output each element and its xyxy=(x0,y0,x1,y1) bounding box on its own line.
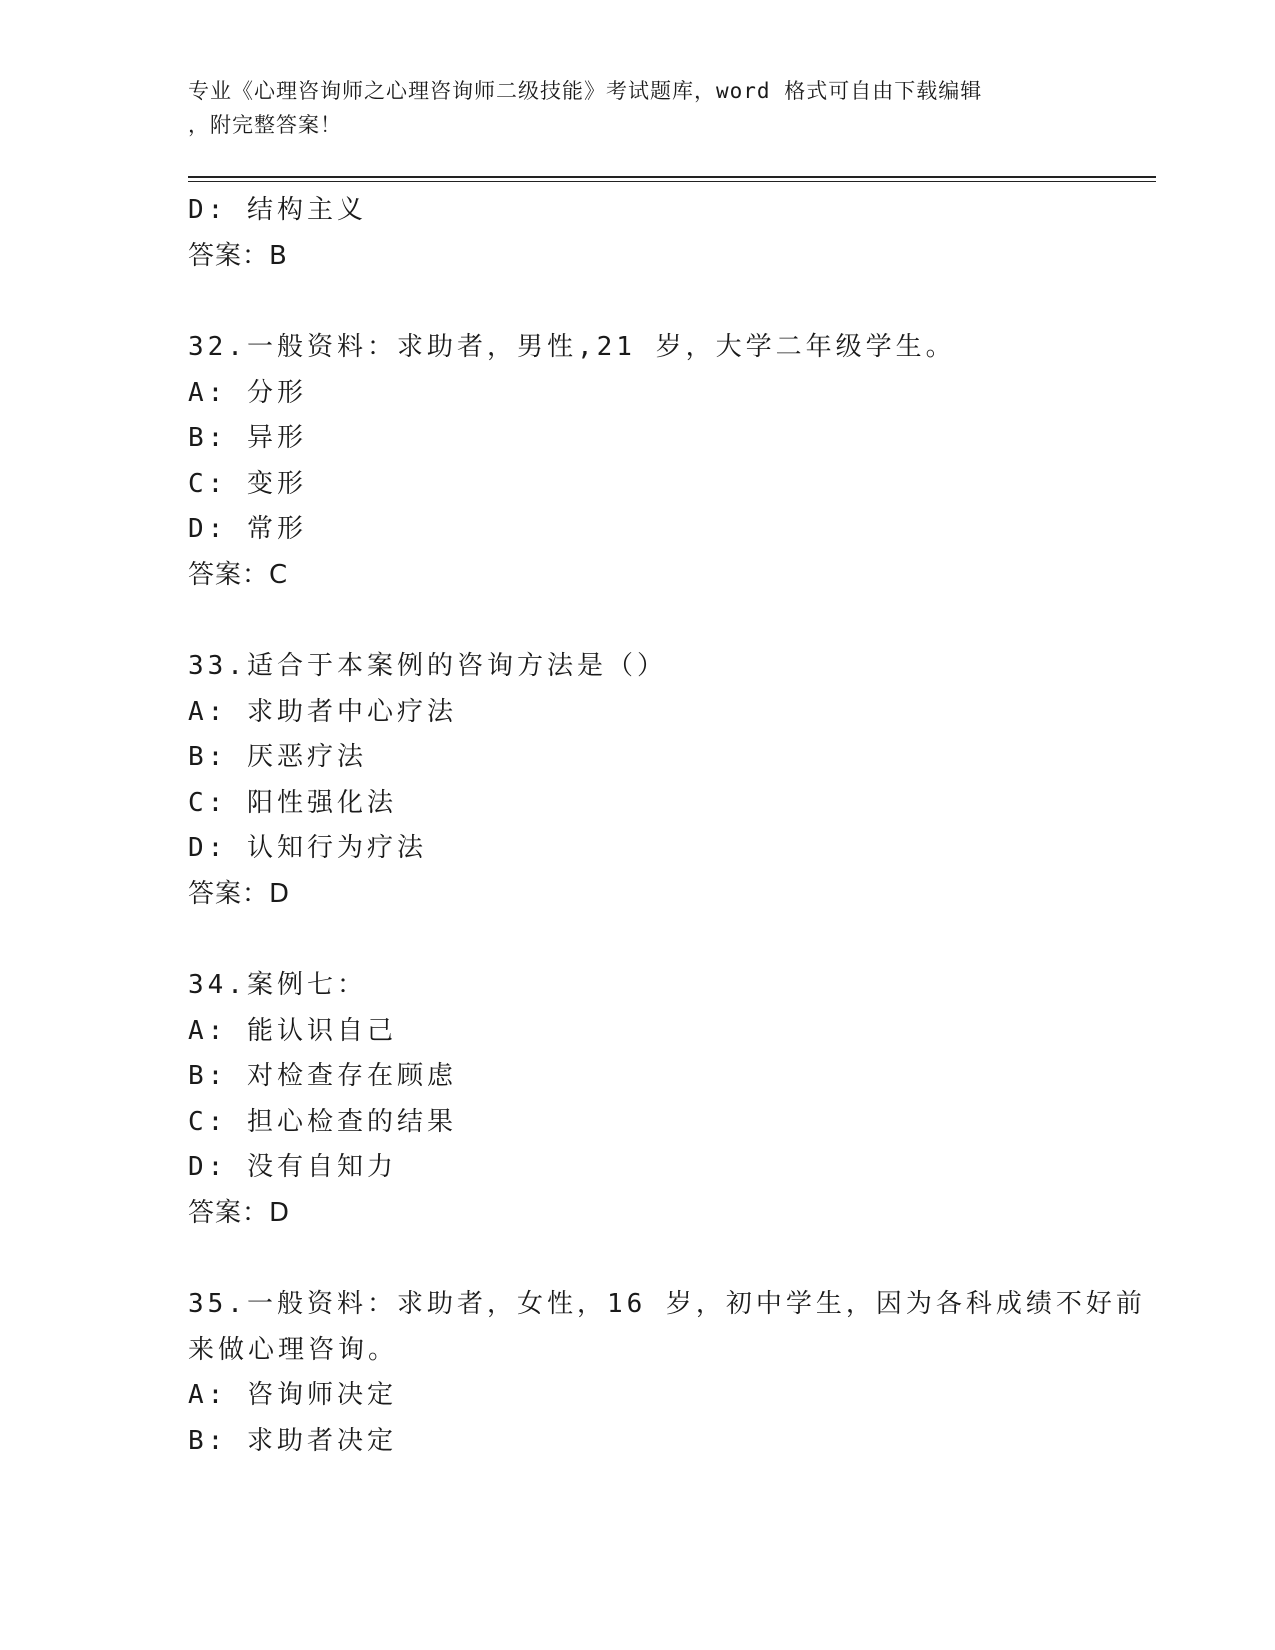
spacer xyxy=(188,279,1088,325)
document-header xyxy=(188,74,1068,142)
option-d: D: 常形 xyxy=(188,514,307,544)
option-b: B: 对检查存在顾虑 xyxy=(188,1061,457,1091)
header-divider-thin xyxy=(188,181,1156,182)
option-a: A: 求助者中心疗法 xyxy=(188,696,457,727)
question-block-35 xyxy=(188,1282,1146,1464)
question-stem: 33.适合于本案例的咨询方法是（） xyxy=(188,651,667,681)
option-d: D: 结构主义 xyxy=(188,195,367,225)
question-stem: 32.一般资料：求助者，男性,21 岁，大学二年级学生。 xyxy=(188,332,956,362)
option-b: B: 厌恶疗法 xyxy=(188,742,367,772)
option-b: B: 异形 xyxy=(188,423,307,453)
header-title-line-2: ，附完整答案！ xyxy=(188,113,342,137)
option-c: C: 担心检查的结果 xyxy=(188,1106,457,1137)
option-a: A: 能认识自己 xyxy=(188,1015,397,1046)
question-block-31 xyxy=(188,188,1088,279)
question-list xyxy=(188,188,1146,1464)
answer-line: 答案：C xyxy=(188,559,289,590)
header-title-line-1: 专业《心理咨询师之心理咨询师二级技能》考试题库，word 格式可自由下载编辑 xyxy=(188,79,983,103)
question-block-33 xyxy=(188,644,1088,917)
question-block-34 xyxy=(188,963,1088,1236)
option-d: D: 认知行为疗法 xyxy=(188,833,427,863)
option-a: A: 分形 xyxy=(188,377,307,408)
answer-line: 答案：D xyxy=(188,878,291,909)
question-block-32 xyxy=(188,325,1088,598)
question-stem-continued: 来做心理咨询。 xyxy=(188,1334,399,1365)
spacer xyxy=(188,598,1088,644)
answer-line: 答案：B xyxy=(188,240,288,271)
question-stem: 34.案例七： xyxy=(188,970,367,1000)
spacer xyxy=(188,917,1088,963)
option-a: A: 咨询师决定 xyxy=(188,1380,397,1410)
question-stem: 35.一般资料：求助者，女性，16 岁，初中学生，因为各科成绩不好前 xyxy=(188,1289,1146,1319)
answer-line: 答案：D xyxy=(188,1197,291,1228)
option-b: B: 求助者决定 xyxy=(188,1425,397,1456)
option-d: D: 没有自知力 xyxy=(188,1152,397,1182)
option-c: C: 阳性强化法 xyxy=(188,787,397,818)
spacer xyxy=(188,1236,1088,1282)
option-c: C: 变形 xyxy=(188,468,307,499)
header-divider-thick xyxy=(188,176,1156,178)
